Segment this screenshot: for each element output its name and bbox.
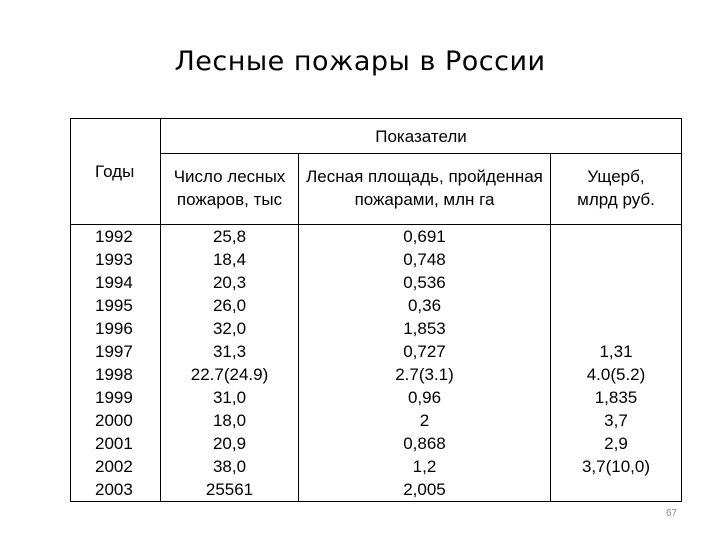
cell-fires-count: 20,9 — [161, 432, 299, 455]
cell-damage — [551, 248, 682, 271]
cell-fires-count: 38,0 — [161, 455, 299, 478]
header-fires-count — [161, 154, 299, 225]
table-row — [71, 455, 682, 478]
table-row — [71, 363, 682, 386]
cell-burned-area: 0,748 — [299, 248, 551, 271]
header-area-line2: пожарами, млн га — [354, 190, 495, 209]
table-row — [71, 225, 682, 249]
cell-damage: 2,9 — [551, 432, 682, 455]
page-number: 67 — [666, 508, 678, 519]
cell-fires-count: 18,0 — [161, 409, 299, 432]
header-row-group — [71, 119, 682, 154]
cell-fires-count: 26,0 — [161, 294, 299, 317]
cell-burned-area: 2 — [299, 409, 551, 432]
cell-fires-count: 25561 — [161, 478, 299, 502]
header-damage — [551, 154, 682, 225]
table-row — [71, 478, 682, 502]
cell-burned-area: 0,691 — [299, 225, 551, 249]
cell-burned-area: 0,727 — [299, 340, 551, 363]
forest-fires-table — [70, 118, 682, 502]
cell-damage — [551, 225, 682, 249]
table-row — [71, 317, 682, 340]
table-row — [71, 294, 682, 317]
cell-damage — [551, 478, 682, 502]
cell-fires-count: 18,4 — [161, 248, 299, 271]
cell-fires-count: 31,3 — [161, 340, 299, 363]
cell-burned-area: 0,36 — [299, 294, 551, 317]
cell-year: 1996 — [71, 317, 161, 340]
cell-burned-area: 0,96 — [299, 386, 551, 409]
cell-fires-count: 25,8 — [161, 225, 299, 249]
table-row — [71, 248, 682, 271]
header-indicators: Показатели — [161, 119, 682, 154]
cell-year: 2003 — [71, 478, 161, 502]
cell-damage: 4.0(5.2) — [551, 363, 682, 386]
table-row — [71, 386, 682, 409]
cell-year: 2002 — [71, 455, 161, 478]
cell-fires-count: 31,0 — [161, 386, 299, 409]
cell-damage: 1,835 — [551, 386, 682, 409]
cell-burned-area: 0,868 — [299, 432, 551, 455]
cell-fires-count: 32,0 — [161, 317, 299, 340]
cell-damage: 3,7 — [551, 409, 682, 432]
cell-burned-area: 2,005 — [299, 478, 551, 502]
header-burned-area — [299, 154, 551, 225]
cell-year: 1994 — [71, 271, 161, 294]
table-row — [71, 340, 682, 363]
table-row — [71, 271, 682, 294]
header-row-columns — [71, 154, 682, 225]
cell-damage: 1,31 — [551, 340, 682, 363]
cell-damage — [551, 317, 682, 340]
forest-fires-table-container — [70, 118, 681, 500]
cell-year: 1998 — [71, 363, 161, 386]
header-damage-line2: млрд руб. — [577, 190, 655, 209]
cell-damage — [551, 271, 682, 294]
header-damage-line1: Ущерб, — [587, 167, 645, 187]
cell-burned-area: 1,853 — [299, 317, 551, 340]
cell-burned-area: 2.7(3.1) — [299, 363, 551, 386]
cell-fires-count: 20,3 — [161, 271, 299, 294]
header-years: Годы — [71, 119, 161, 225]
header-area-line1: Лесная площадь, пройденная — [306, 167, 543, 187]
table-row — [71, 409, 682, 432]
cell-damage: 3,7(10,0) — [551, 455, 682, 478]
cell-year: 2000 — [71, 409, 161, 432]
cell-year: 1992 — [71, 225, 161, 249]
cell-burned-area: 0,536 — [299, 271, 551, 294]
cell-year: 1993 — [71, 248, 161, 271]
cell-year: 1997 — [71, 340, 161, 363]
cell-year: 2001 — [71, 432, 161, 455]
cell-year: 1995 — [71, 294, 161, 317]
header-fires-line1: Число лесных — [173, 167, 286, 187]
slide-title: Лесные пожары в России — [174, 46, 546, 77]
header-fires-line2: пожаров, тыс — [176, 190, 283, 209]
cell-fires-count: 22.7(24.9) — [161, 363, 299, 386]
cell-damage — [551, 294, 682, 317]
cell-burned-area: 1,2 — [299, 455, 551, 478]
cell-year: 1999 — [71, 386, 161, 409]
table-row — [71, 432, 682, 455]
